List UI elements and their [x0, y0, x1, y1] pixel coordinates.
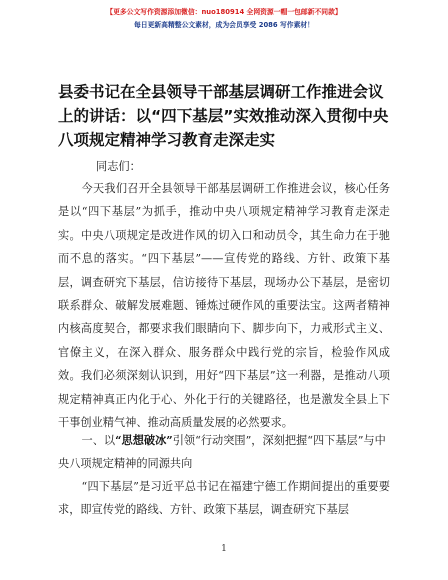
section-heading-prefix: 一、以 [81, 434, 116, 447]
document-title: 县委书记在全县领导干部基层调研工作推进会议上的讲话：以“四下基层”实效推动深入贯彻中央八项规定精神学习教育走深走实 [58, 83, 389, 149]
promo-line-1: 【更多公文写作资源添加微信：nuo180914 全网资源一帽一包邮新不同款】 [106, 8, 342, 16]
section-heading-rest: 引领“行动突围”，深刻把握“四下基层”与中央八项规定精神的同源共向 [58, 434, 386, 471]
section-heading-bold: “思想破冰” [115, 433, 173, 447]
paragraph-section-1: “四下基层”是习近平总书记在福建宁德工作期间提出的重要要求，即宣传党的路线、方针、政策下基层，调查研究下基层 [58, 480, 390, 517]
promo-line-2: 每日更新高精整公文素材，成为会员享受 2086 写作素材！ [134, 21, 314, 29]
page-number: 1 [221, 544, 227, 554]
paragraph-intro: 今天我们召开全县领导干部基层调研工作推进会议，核心任务是以“四下基层”为抓手，推动中央八项规定精神学习教育走深走实。中央八项规定是改进作风的切入口和动员令，其生命力在于驰而不息的落实。“四下基层”——宣传党的路线、方针、政策下基层，调查研究下基层，信访接待下基层，现场办公下基层，是密切联系群众、破解发展难题、锤炼过硬作风的重要法宝。这两者精神内核高度契合，都要求我们眼睛向下、脚步向下，力戒形式主义、官僚主义，在深入群众、服务群众中践行党的宗旨，检验作风成效。我们必须深刻认识到，用好“四下基层”这一利器，是推动八项规定精神真正内化于心、外化于行的关键路径，也是激发全县上下干事创业精气神、推动高质量发展的必然要求。 [58, 182, 390, 430]
promo-banner [0, 0, 448, 30]
section-heading-1 [58, 429, 390, 476]
greeting: 同志们： [96, 160, 141, 173]
